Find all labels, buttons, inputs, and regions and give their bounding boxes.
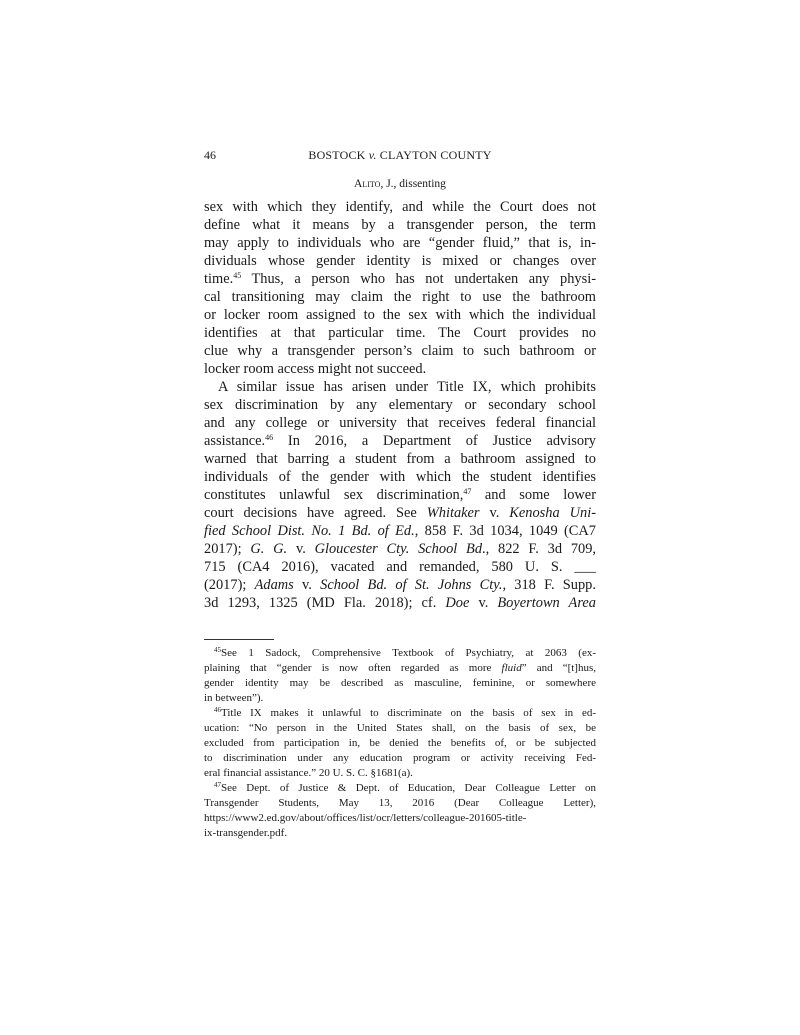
line-text: and some lower xyxy=(471,487,596,503)
body-line xyxy=(204,576,596,594)
line-text: , 858 F. 3d 1034, 1049 (CA7 xyxy=(414,523,596,539)
opinion-type: , J., dissenting xyxy=(380,178,446,190)
footnote-text: ” and “[t]hus, xyxy=(521,662,596,674)
line-text: Thus, a person who has not undertaken any physi- xyxy=(241,271,596,287)
body-line xyxy=(204,594,596,612)
body-line: or locker room assigned to the sex with which the individual xyxy=(204,307,596,323)
line-text: constitutes unlawful sex discrimination, xyxy=(204,487,464,503)
footnote-line: Transgender Students, May 13, 2016 (Dear Colleague Letter), xyxy=(204,797,596,809)
case-name: Adams xyxy=(254,577,294,593)
footnote-line: gender identity may be described as masculine, feminine, or somewhere xyxy=(204,677,596,689)
body-line xyxy=(204,522,596,540)
footnote-text: plaining that “gender is now often regarded as more xyxy=(204,662,502,674)
line-text: ., 822 F. 3d 709, xyxy=(482,541,597,557)
footnote-url[interactable]: ix-transgender.pdf. xyxy=(204,827,288,839)
footnote-url[interactable]: https://www2.ed.gov/about/offices/list/ocr/letters/colleague-201605-title- xyxy=(204,812,527,824)
case-name: Doe xyxy=(445,595,470,611)
footnote-45 xyxy=(204,646,596,661)
case-title-v: v. xyxy=(368,148,377,162)
footnote-text: See Dept. of Justice & Dept. of Education, Dear Colleague Letter on xyxy=(221,782,596,794)
footnote-text: Title IX makes it unlawful to discriminate on the basis of sex in ed- xyxy=(221,707,596,719)
body-line: individuals of the gender with which the student identifies xyxy=(204,469,596,485)
footnote-46 xyxy=(204,706,596,721)
footnote-number: 45 xyxy=(214,646,221,654)
case-name: Whitaker xyxy=(426,505,480,521)
line-text: (2017); xyxy=(204,577,255,593)
footnote-line: eral financial assistance.” 20 U. S. C. §1681(a). xyxy=(204,767,413,779)
line-text: time. xyxy=(204,271,234,287)
footnote-number: 46 xyxy=(214,706,221,714)
body-line: may apply to individuals who are “gender fluid,” that is, in- xyxy=(204,235,596,251)
footnote-line xyxy=(204,661,596,676)
page-number: 46 xyxy=(204,148,216,162)
case-name: Boyertown Area xyxy=(497,595,596,611)
case-title-part1: BOSTOCK xyxy=(308,148,369,162)
body-line: sex discrimination by any elementary or secondary school xyxy=(204,397,596,413)
running-head xyxy=(204,148,596,166)
line-text: In 2016, a Department of Justice advisory xyxy=(273,433,596,449)
case-title-part2: CLAYTON COUNTY xyxy=(376,148,492,162)
body-line xyxy=(204,486,596,504)
footnote-line: to discrimination under any education program or activity receiving Fed- xyxy=(204,752,596,764)
line-text: v. xyxy=(469,595,498,611)
line-text: v. xyxy=(479,505,510,521)
body-line: clue why a transgender person’s claim to such bathroom or xyxy=(204,343,596,359)
body-line: dividuals whose gender identity is mixed or changes over xyxy=(204,253,596,269)
case-name: Kenosha Uni- xyxy=(509,505,596,521)
body-line xyxy=(204,504,596,522)
body-line xyxy=(204,432,596,450)
body-line: cal transitioning may claim the right to use the bathroom xyxy=(204,289,596,305)
line-text: , 318 F. Supp. xyxy=(502,577,596,593)
line-text: 3d 1293, 1325 (MD Fla. 2018); cf. xyxy=(204,595,446,611)
body-line: A similar issue has arisen under Title IX, which prohibits xyxy=(218,379,596,395)
opinion-line xyxy=(204,178,596,190)
footnotes xyxy=(204,646,596,841)
footnote-italic: fluid xyxy=(501,662,522,674)
body-line: locker room access might not succeed. xyxy=(204,361,427,377)
opinion-author: Alito xyxy=(354,178,381,190)
body-line: sex with which they identify, and while the Court does not xyxy=(204,199,596,215)
body-line: warned that barring a student from a bathroom assigned to xyxy=(204,451,596,467)
footnote-ref-47[interactable]: 47 xyxy=(463,487,472,496)
footnote-line: in between”). xyxy=(204,692,264,704)
body-line: identifies at that particular time. The Court provides no xyxy=(204,325,596,341)
footnote-line: ucation: “No person in the United States shall, on the basis of sex, be xyxy=(204,722,596,734)
body-line: define what it means by a transgender person, the term xyxy=(204,217,596,233)
body-line xyxy=(204,270,596,288)
case-name: fied School Dist. No. 1 Bd. of Ed. xyxy=(204,523,415,539)
case-title xyxy=(204,148,596,163)
footnote-line: excluded from participation in, be denied the benefits of, or be subjected xyxy=(204,737,596,749)
footnote-ref-45[interactable]: 45 xyxy=(233,271,242,280)
footnote-text: See 1 Sadock, Comprehensive Textbook of Psychiatry, at 2063 (ex- xyxy=(221,647,596,659)
line-text: v. xyxy=(287,541,315,557)
case-name: School Bd. of St. Johns Cty. xyxy=(320,577,503,593)
line-text: 2017); xyxy=(204,541,251,557)
line-text: assistance. xyxy=(204,433,266,449)
body-line: and any college or university that receives federal financial xyxy=(204,415,596,431)
case-name: G. G. xyxy=(250,541,288,557)
case-name: Gloucester Cty. School Bd xyxy=(314,541,483,557)
footnote-ref-46[interactable]: 46 xyxy=(265,433,274,442)
footnote-number: 47 xyxy=(214,781,221,789)
line-text: v. xyxy=(293,577,321,593)
body-line: 715 (CA4 2016), vacated and remanded, 580 U. S. ___ xyxy=(204,559,596,575)
body-line xyxy=(204,540,596,558)
footnote-divider xyxy=(204,639,274,640)
line-text: court decisions have agreed. See xyxy=(204,505,427,521)
body-text xyxy=(204,198,596,612)
footnote-47 xyxy=(204,781,596,796)
